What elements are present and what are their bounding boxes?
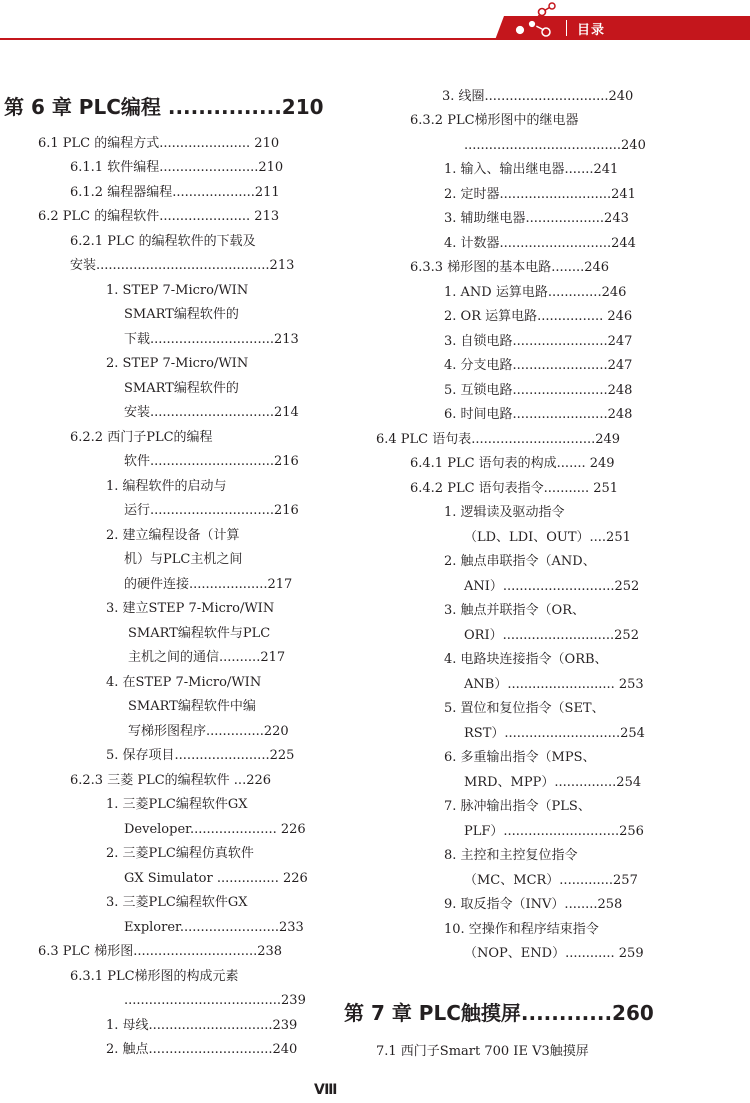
toc-entry: （MC、MCR）.............257 [464, 873, 638, 888]
toc-entry: ......................................239 [124, 993, 306, 1008]
toc-entry: 2. OR 运算电路................ 246 [444, 309, 633, 324]
toc-entry: 5. 互锁电路.......................248 [444, 383, 633, 398]
toc-entry: 6.1.1 软件编程........................210 [70, 160, 284, 175]
toc-entry: SMART编程软件与PLC [128, 626, 271, 641]
toc-entry: 1. 逻辑读及驱动指令 [444, 505, 565, 520]
toc-entry: 10. 空操作和程序结束指令 [444, 922, 599, 937]
toc-entry: 4. 分支电路.......................247 [444, 358, 633, 373]
toc-entry: 6.2.1 PLC 的编程软件的下载及 [70, 234, 256, 249]
toc-entry: 6.2.3 三菱 PLC的编程软件 ...226 [70, 773, 272, 788]
header-title: 目录 [577, 23, 606, 38]
toc-entry: 6.2 PLC 的编程软件...................... 213 [38, 209, 280, 224]
toc-entry: SMART编程软件中编 [128, 699, 256, 714]
toc-entry: 1. AND 运算电路.............246 [444, 285, 627, 300]
toc-entry: （LD、LDI、OUT）....251 [464, 530, 631, 545]
toc-entry: 2. 建立编程设备（计算 [106, 528, 240, 543]
toc-entry: RST）............................254 [464, 726, 645, 741]
toc-entry: 5. 置位和复位指令（SET、 [444, 701, 605, 716]
toc-entry: 3. 三菱PLC编程软件GX [106, 895, 248, 910]
toc-entry: 1. 输入、输出继电器.......241 [444, 162, 619, 177]
toc-entry: 软件..............................216 [124, 454, 299, 469]
toc-entry: ANI）...........................252 [464, 579, 640, 594]
toc-entry: 6.4.1 PLC 语句表的构成....... 249 [410, 456, 615, 471]
toc-entry: 6.3 PLC 梯形图..............................238 [38, 944, 283, 959]
toc-entry: 6.2.2 西门子PLC的编程 [70, 430, 213, 445]
toc-entry: 7. 脉冲输出指令（PLS、 [444, 799, 591, 814]
toc-entry: 4. 电路块连接指令（ORB、 [444, 652, 608, 667]
toc-entry: GX Simulator ............... 226 [124, 871, 308, 886]
toc-entry: 9. 取反指令（INV）........258 [444, 897, 623, 912]
toc-entry: 1. 三菱PLC编程软件GX [106, 797, 248, 812]
toc-entry: 6. 时间电路.......................248 [444, 407, 633, 422]
toc-entry: 3. 线圈..............................240 [442, 89, 634, 104]
toc-entry: 1. 编程软件的启动与 [106, 479, 227, 494]
toc-entry: 8. 主控和主控复位指令 [444, 848, 578, 863]
toc-entry: 4. 在STEP 7-Micro/WIN [106, 675, 262, 690]
toc-entry: ANB）.......................... 253 [464, 677, 644, 692]
toc-entry: 6.3.3 梯形图的基本电路........246 [410, 260, 610, 275]
toc-entry: 下载..............................213 [124, 332, 299, 347]
toc-entry: 6. 多重输出指令（MPS、 [444, 750, 596, 765]
toc-entry: 2. 三菱PLC编程仿真软件 [106, 846, 254, 861]
toc-entry: 的硬件连接...................217 [124, 577, 293, 592]
toc-entry: 3. 触点并联指令（OR、 [444, 603, 585, 618]
toc-entry: 2. STEP 7-Micro/WIN [106, 356, 249, 371]
toc-entry: 3. 建立STEP 7-Micro/WIN [106, 601, 275, 616]
toc-entry: 2. 触点..............................240 [106, 1042, 298, 1057]
toc-entry: 2. 触点串联指令（AND、 [444, 554, 596, 569]
toc-entry: 写梯形图程序..............220 [128, 724, 289, 739]
toc-entry: 6.4.2 PLC 语句表指令........... 251 [410, 481, 619, 496]
toc-entry: 6.4 PLC 语句表..............................249 [376, 432, 621, 447]
toc-entry: 运行..............................216 [124, 503, 299, 518]
toc-entry: 2. 定时器...........................241 [444, 187, 636, 202]
toc-entry: MRD、MPP）...............254 [464, 775, 642, 790]
toc-entry: 6.1.2 编程器编程....................211 [70, 185, 280, 200]
page-number: Ⅷ [314, 1082, 338, 1098]
toc-entry: SMART编程软件的 [124, 381, 239, 396]
toc-entry: SMART编程软件的 [124, 307, 239, 322]
toc-entry: 1. STEP 7-Micro/WIN [106, 283, 249, 298]
toc-entry: 6.1 PLC 的编程方式...................... 210 [38, 136, 280, 151]
molecule-decoration-icon [508, 2, 560, 42]
toc-entry: 6.3.1 PLC梯形图的构成元素 [70, 969, 239, 984]
toc-entry: 主机之间的通信..........217 [128, 650, 286, 665]
toc-entry: 机）与PLC主机之间 [124, 552, 243, 567]
toc-entry: ORI）...........................252 [464, 628, 639, 643]
toc-entry: 3. 自锁电路.......................247 [444, 334, 633, 349]
toc-entry: 1. 母线..............................239 [106, 1018, 298, 1033]
toc-entry: 6.3.2 PLC梯形图中的继电器 [410, 113, 579, 128]
toc-entry: Developer..................... 226 [124, 822, 306, 837]
chapter-heading: 第 7 章 PLC触摸屏............260 [344, 1001, 654, 1025]
toc-entry: （NOP、END）............ 259 [464, 946, 644, 961]
toc-entry: 安装..............................214 [124, 405, 299, 420]
toc-entry: Explorer........................233 [124, 920, 304, 935]
toc-entry: 3. 辅助继电器...................243 [444, 211, 629, 226]
chapter-heading: 第 6 章 PLC编程 ...............210 [4, 95, 324, 119]
header-separator [566, 20, 567, 36]
toc-entry: 5. 保存项目.......................225 [106, 748, 295, 763]
toc-entry: 安装..........................................213 [70, 258, 295, 273]
toc-entry: 7.1 西门子Smart 700 IE V3触摸屏 [376, 1044, 589, 1059]
toc-entry: ......................................240 [464, 138, 646, 153]
toc-entry: PLF）............................256 [464, 824, 644, 839]
toc-entry: 4. 计数器...........................244 [444, 236, 636, 251]
